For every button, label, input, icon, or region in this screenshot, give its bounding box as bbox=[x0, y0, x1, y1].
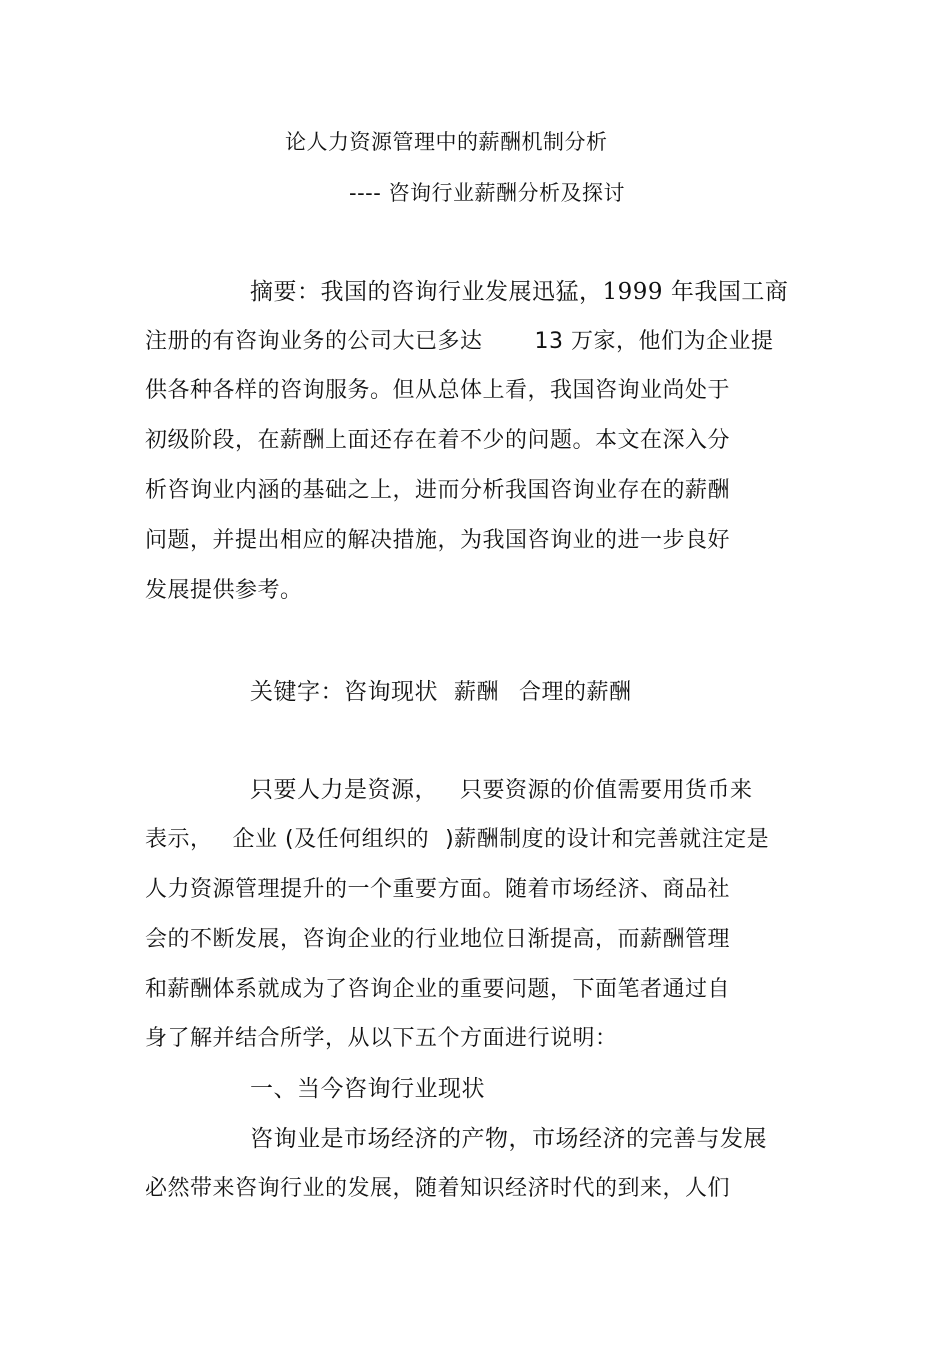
intro-line-6: 身了解并结合所学，从以下五个方面进行说明： bbox=[145, 1026, 618, 1051]
abstract-text: 我国的咨询行业发展迅猛，1999 年我国工商 bbox=[320, 279, 789, 305]
intro-line-2 bbox=[145, 825, 769, 855]
intro-line-3: 人力资源管理提升的一个重要方面。随着市场经济、商品社 bbox=[145, 877, 731, 902]
intro-line-1 bbox=[250, 775, 753, 806]
intro-text: )薪酬制度的设计和完善就注定是 bbox=[445, 827, 770, 852]
abstract-line-7: 发展提供参考。 bbox=[145, 578, 303, 603]
abstract-label: 摘要： bbox=[250, 279, 321, 305]
intro-text: 表示， bbox=[145, 827, 213, 852]
section-1-line-2: 必然带来咨询行业的发展，随着知识经济时代的到来，人们 bbox=[145, 1176, 731, 1201]
keywords-line bbox=[250, 677, 632, 708]
intro-text: 只要人力是资源， bbox=[250, 777, 438, 803]
section-1-heading: 一、当今咨询行业现状 bbox=[250, 1076, 485, 1102]
section-1-line-1: 咨询业是市场经济的产物，市场经济的完善与发展 bbox=[250, 1126, 767, 1152]
abstract-line-2 bbox=[145, 327, 774, 357]
abstract-line-5: 析咨询业内涵的基础之上，进而分析我国咨询业存在的薪酬 bbox=[145, 478, 731, 503]
abstract-line-6: 问题，并提出相应的解决措施，为我国咨询业的进一步良好 bbox=[145, 528, 731, 553]
abstract-line-3: 供各种各样的咨询服务。但从总体上看，我国咨询业尚处于 bbox=[145, 378, 731, 403]
abstract-text: 注册的有咨询业务的公司大已多达 bbox=[145, 329, 483, 354]
keyword: 咨询现状 bbox=[344, 679, 438, 705]
document-title: 论人力资源管理中的薪酬机制分析 bbox=[285, 130, 608, 154]
intro-text: 企业 (及任何组织的 bbox=[232, 827, 430, 852]
intro-line-4: 会的不断发展，咨询企业的行业地位日渐提高，而薪酬管理 bbox=[145, 927, 731, 952]
keyword: 薪酬 bbox=[454, 680, 500, 705]
abstract-line-4: 初级阶段，在薪酬上面还存在着不少的问题。本文在深入分 bbox=[145, 428, 731, 453]
keyword: 合理的薪酬 bbox=[519, 680, 632, 705]
abstract-line-1 bbox=[250, 277, 788, 308]
document-subtitle: ---- 咨询行业薪酬分析及探讨 bbox=[349, 181, 625, 205]
intro-line-5: 和薪酬体系就成为了咨询企业的重要问题，下面笔者通过自 bbox=[145, 977, 731, 1002]
keywords-label: 关键字： bbox=[250, 679, 344, 705]
abstract-text: 13 万家，他们为企业提 bbox=[534, 329, 774, 354]
intro-text: 只要资源的价值需要用货币来 bbox=[460, 778, 753, 803]
